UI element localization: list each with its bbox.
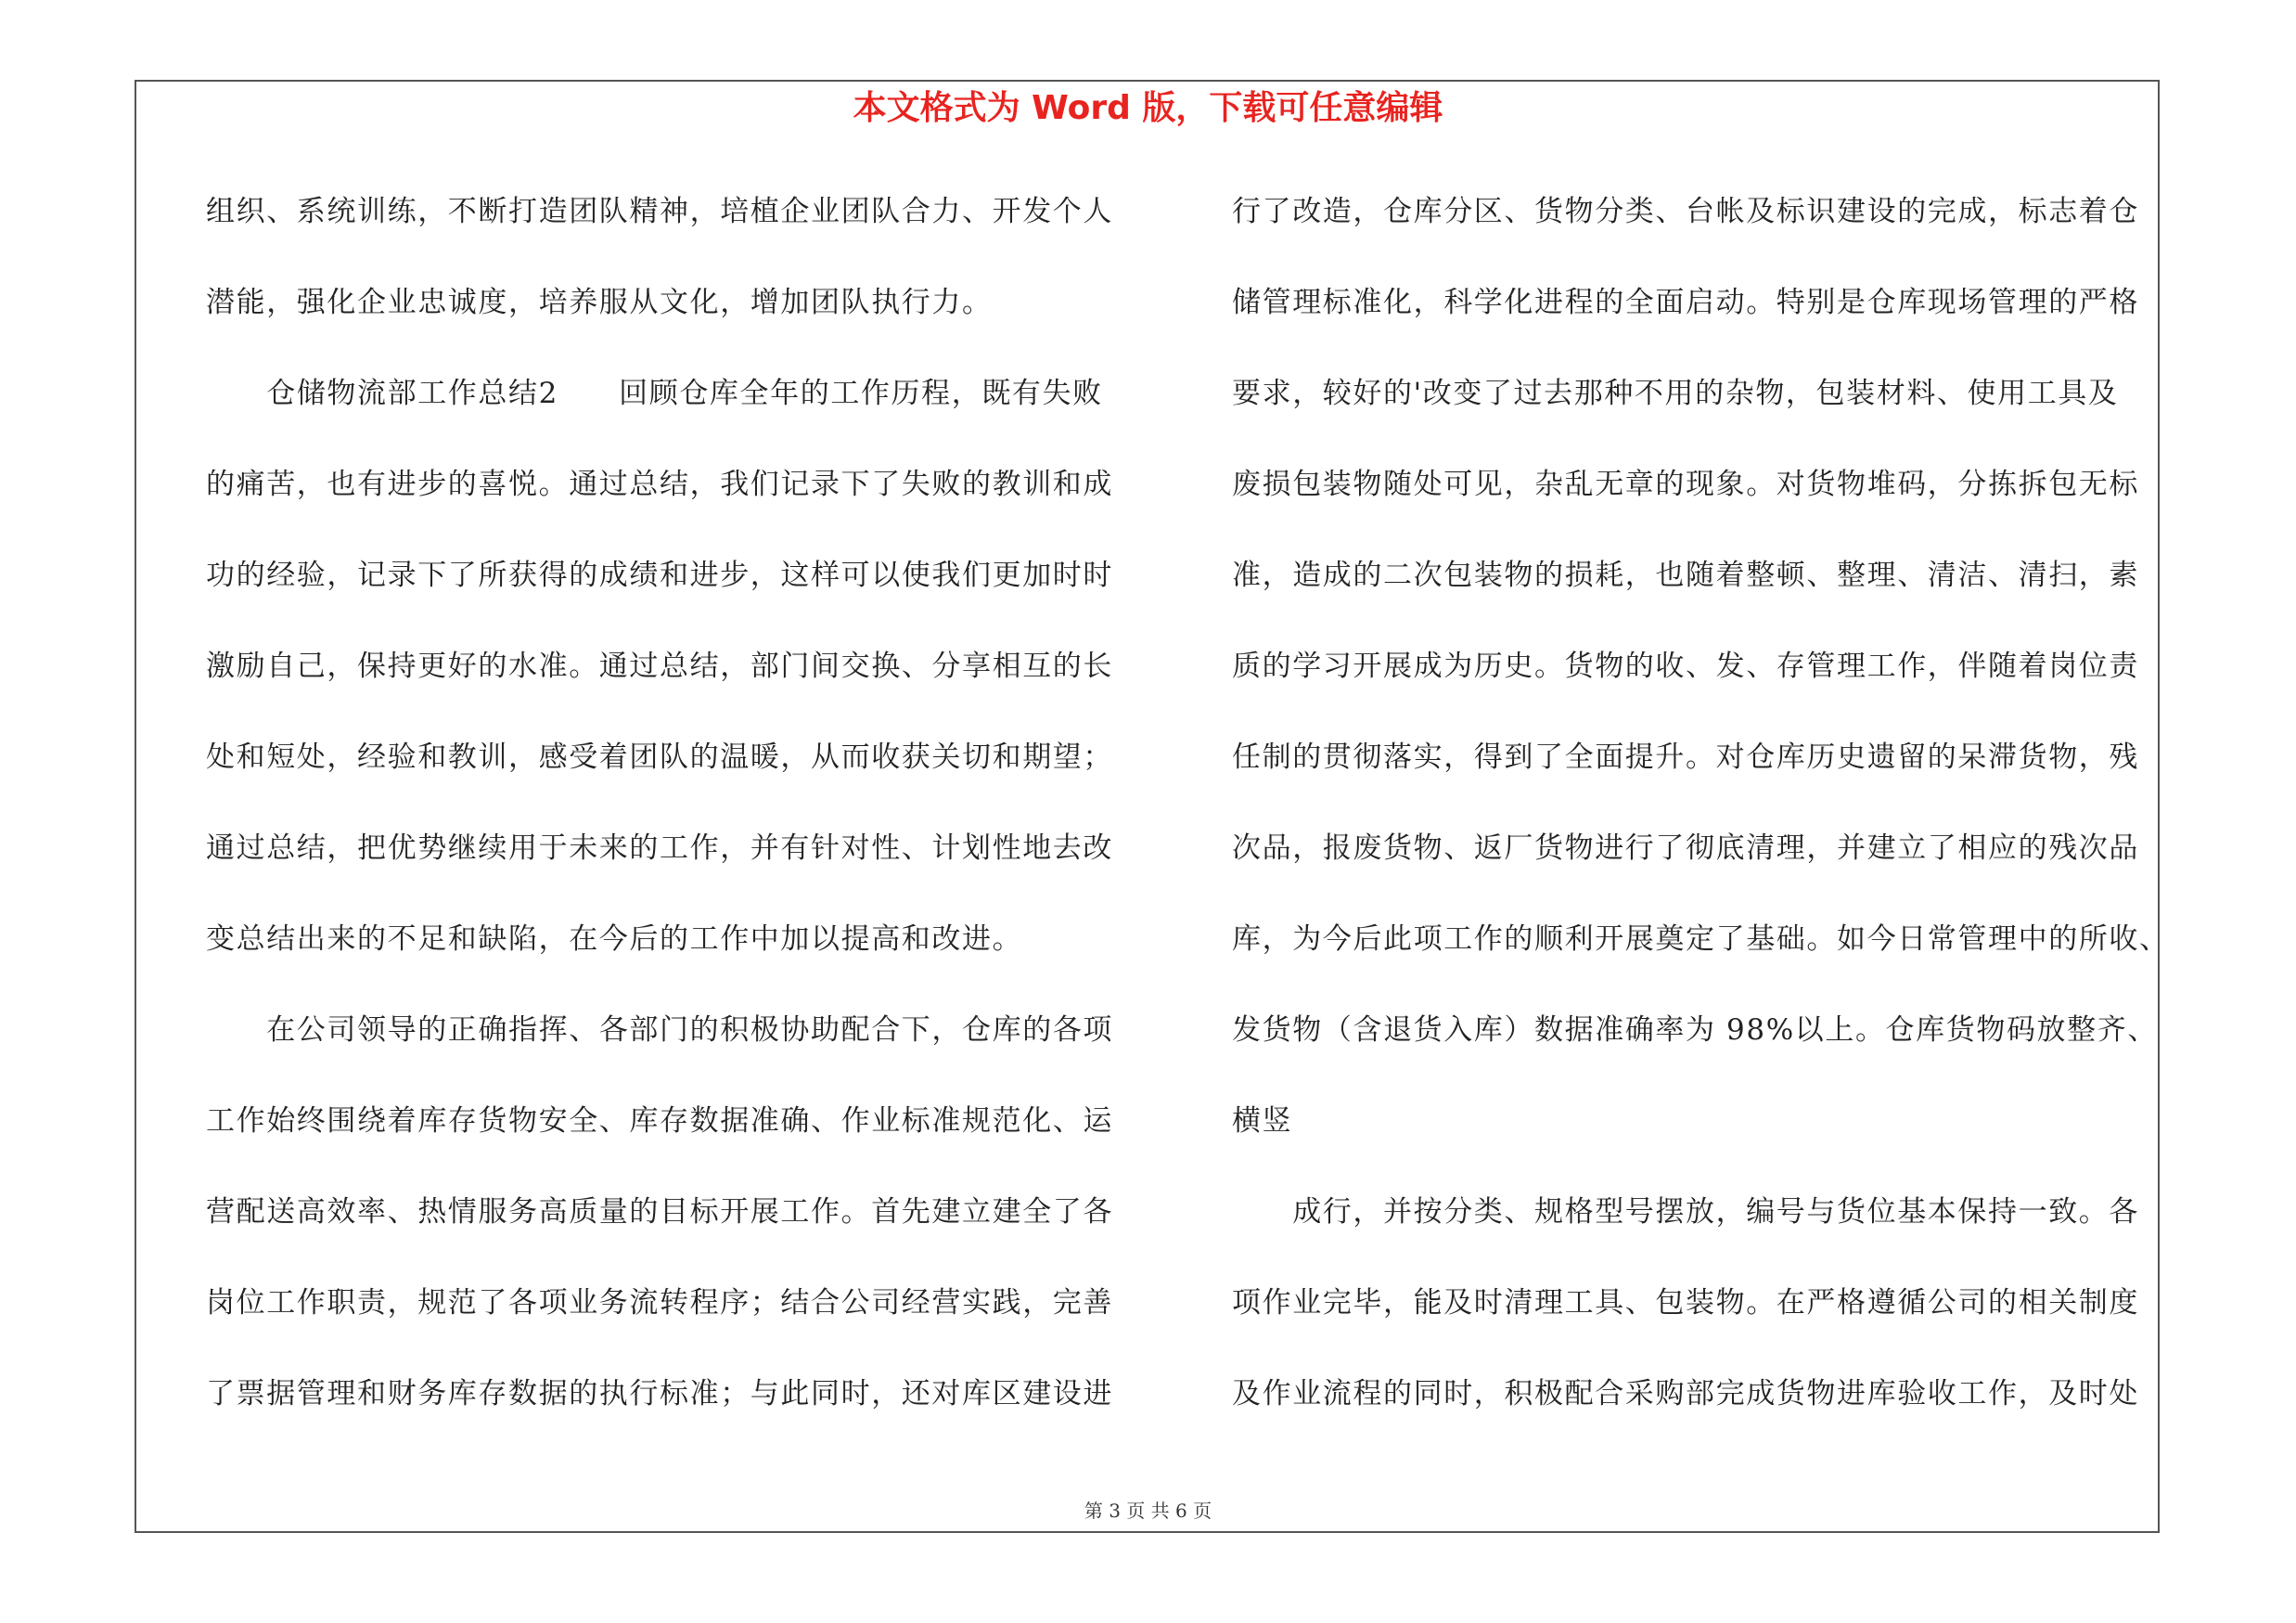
text-line: 行了改造，仓库分区、货物分类、台帐及标识建设的完成，标志着仓 bbox=[1232, 195, 2139, 228]
banner-title: 本文格式为 Word 版，下载可任意编辑 bbox=[853, 89, 1443, 127]
text-line: 激励自己，保持更好的水准。通过总结，部门间交换、分享相互的长 bbox=[206, 650, 1113, 683]
text-line: 发货物（含退货入库）数据准确率为 98%以上。仓库货物码放整齐、 bbox=[1232, 1013, 2158, 1047]
text-line: 变总结出来的不足和缺陷，在今后的工作中加以提高和改进。 bbox=[206, 922, 1023, 956]
text-line: 组织、系统训练，不断打造团队精神，培植企业团队合力、开发个人 bbox=[206, 195, 1113, 228]
text-line: 及作业流程的同时，积极配合采购部完成货物进库验收工作，及时处 bbox=[1232, 1377, 2139, 1410]
text-line: 通过总结，把优势继续用于未来的工作，并有针对性、计划性地去改 bbox=[206, 831, 1113, 865]
text-line: 工作始终围绕着库存货物安全、库存数据准确、作业标准规范化、运 bbox=[206, 1104, 1113, 1138]
text-line: 任制的贯彻落实，得到了全面提升。对仓库历史遗留的呆滞货物，残 bbox=[1232, 741, 2139, 774]
text-line: 功的经验，记录下了所获得的成绩和进步，这样可以使我们更加时时 bbox=[206, 559, 1113, 592]
text-line: 废损包装物随处可见，杂乱无章的现象。对货物堆码，分拣拆包无标 bbox=[1232, 468, 2139, 501]
page-footer: 第 3 页 共 6 页 bbox=[1084, 1500, 1212, 1522]
text-line: 次品，报废货物、返厂货物进行了彻底清理，并建立了相应的残次品 bbox=[1232, 831, 2139, 865]
text-line: 潜能，强化企业忠诚度，培养服从文化，增加团队执行力。 bbox=[206, 286, 993, 319]
text-line: 成行，并按分类、规格型号摆放，编号与货位基本保持一致。各 bbox=[1232, 1195, 2139, 1229]
text-line: 营配送高效率、热情服务高质量的目标开展工作。首先建立建全了各 bbox=[206, 1195, 1113, 1229]
text-line: 在公司领导的正确指挥、各部门的积极协助配合下，仓库的各项 bbox=[206, 1013, 1113, 1047]
text-line: 质的学习开展成为历史。货物的收、发、存管理工作，伴随着岗位责 bbox=[1232, 650, 2139, 683]
text-line: 仓储物流部工作总结2 回顾仓库全年的工作历程，既有失败 bbox=[206, 377, 1103, 410]
text-line: 要求，较好的'改变了过去那种不用的杂物，包装材料、使用工具及 bbox=[1232, 377, 2119, 410]
text-line: 岗位工作职责，规范了各项业务流转程序；结合公司经营实践，完善 bbox=[206, 1286, 1113, 1320]
text-line: 横竖 bbox=[1232, 1104, 1293, 1138]
text-line: 项作业完毕，能及时清理工具、包装物。在严格遵循公司的相关制度 bbox=[1232, 1286, 2139, 1320]
text-line: 的痛苦，也有进步的喜悦。通过总结，我们记录下了失败的教训和成 bbox=[206, 468, 1113, 501]
text-line: 储管理标准化，科学化进程的全面启动。特别是仓库现场管理的严格 bbox=[1232, 286, 2139, 319]
text-line: 了票据管理和财务库存数据的执行标准；与此同时，还对库区建设进 bbox=[206, 1377, 1113, 1410]
left-column bbox=[206, 184, 1129, 1457]
text-line: 处和短处，经验和教训，感受着团队的温暖，从而收获关切和期望； bbox=[206, 741, 1113, 774]
text-line: 准，造成的二次包装物的损耗，也随着整顿、整理、清洁、清扫，素 bbox=[1232, 559, 2139, 592]
right-column bbox=[1232, 184, 2170, 1457]
text-line: 库，为今后此项工作的顺利开展奠定了基础。如今日常管理中的所收、 bbox=[1232, 922, 2170, 956]
